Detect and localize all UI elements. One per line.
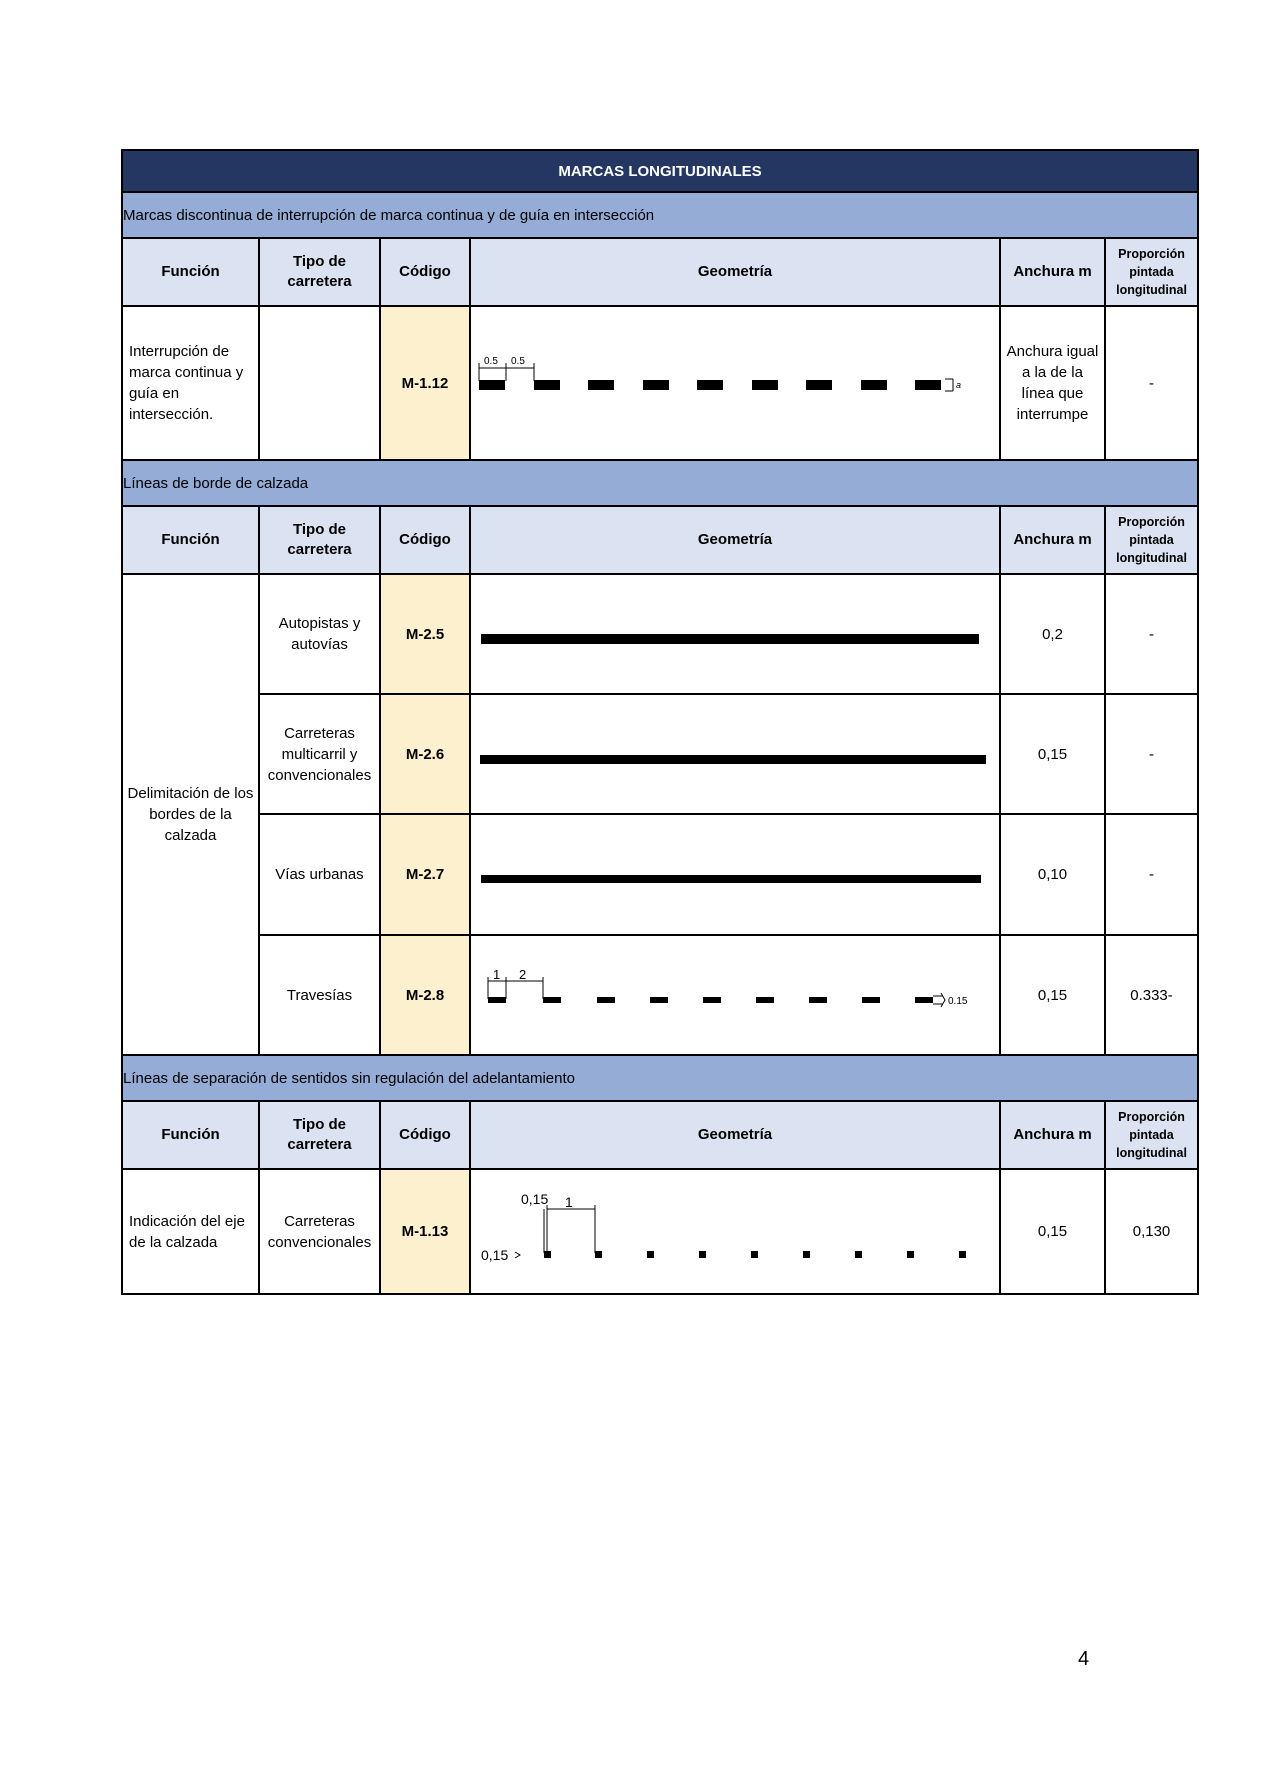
geometry-m-2-5 — [470, 574, 1000, 694]
dot-mark — [595, 1251, 602, 1258]
dash-mark — [703, 997, 721, 1003]
table-row — [122, 814, 1198, 935]
page-number: 4 — [1078, 1648, 1090, 1670]
header-anchura: Anchura m — [1000, 506, 1105, 574]
header-funcion: Función — [122, 506, 259, 574]
header-funcion: Función — [122, 1101, 259, 1169]
dash-mark — [488, 997, 506, 1003]
dash-mark — [861, 380, 887, 390]
dim-label: 0.5 — [484, 356, 498, 367]
dot-mark — [803, 1251, 810, 1258]
header-codigo: Código — [380, 238, 470, 306]
solid-line — [480, 755, 986, 764]
header-geometria: Geometría — [470, 1101, 1000, 1169]
dot-mark — [959, 1251, 966, 1258]
width-label: a — [956, 380, 962, 390]
cell-anchura: 0,2 — [1000, 574, 1105, 694]
dim-label: 0,15 — [521, 1191, 549, 1207]
cell-codigo: M-2.8 — [380, 935, 470, 1055]
cell-anchura: 0,10 — [1000, 814, 1105, 935]
cell-anchura: Anchura igual a la de la línea que interrumpe — [1000, 306, 1105, 460]
header-tipo: Tipo de carretera — [259, 1101, 380, 1169]
section-title: Líneas de borde de calzada — [122, 460, 1198, 506]
table-row — [122, 574, 1198, 694]
header-proporcion: Proporción pintada longitudinal — [1105, 506, 1198, 574]
cell-funcion: Delimitación de los bordes de la calzada — [122, 574, 259, 1055]
header-geometria: Geometría — [470, 238, 1000, 306]
table-row — [122, 1169, 1198, 1294]
dash-mark — [697, 380, 723, 390]
signage-table — [121, 149, 1199, 1295]
table-row — [122, 694, 1198, 814]
dot-mark — [751, 1251, 758, 1258]
cell-funcion: Indicación del eje de la calzada — [122, 1169, 259, 1294]
cell-codigo: M-2.7 — [380, 814, 470, 935]
cell-tipo: Autopistas y autovías — [259, 574, 380, 694]
dot-mark — [699, 1251, 706, 1258]
table-title: MARCAS LONGITUDINALES — [122, 150, 1198, 192]
cell-tipo — [259, 306, 380, 460]
header-row — [122, 238, 1198, 306]
dash-mark — [806, 380, 832, 390]
header-proporcion: Proporción pintada longitudinal — [1105, 1101, 1198, 1169]
cell-proporcion: - — [1105, 574, 1198, 694]
header-proporcion: Proporción pintada longitudinal — [1105, 238, 1198, 306]
cell-proporcion: - — [1105, 306, 1198, 460]
width-label: 0,15 — [481, 1247, 509, 1263]
header-tipo: Tipo de carretera — [259, 238, 380, 306]
cell-anchura: 0,15 — [1000, 1169, 1105, 1294]
dash-mark — [756, 997, 774, 1003]
geometry-m-2-6 — [470, 694, 1000, 814]
cell-codigo: M-1.12 — [380, 306, 470, 460]
dash-mark — [915, 380, 941, 390]
header-funcion: Función — [122, 238, 259, 306]
geometry-m-1-12 — [470, 306, 1000, 460]
cell-codigo: M-2.5 — [380, 574, 470, 694]
header-tipo: Tipo de carretera — [259, 506, 380, 574]
dash-mark — [588, 380, 614, 390]
dim-label: 0.5 — [511, 356, 525, 367]
dash-mark — [534, 380, 560, 390]
header-geometria: Geometría — [470, 506, 1000, 574]
solid-line — [481, 634, 979, 644]
table-row — [122, 935, 1198, 1055]
dash-mark — [809, 997, 827, 1003]
width-label: 0.15 — [948, 996, 968, 1007]
dim-label: 2 — [519, 967, 527, 982]
cell-codigo: M-2.6 — [380, 694, 470, 814]
cell-funcion: Interrupción de marca continua y guía en intersección. — [122, 306, 259, 460]
cell-codigo: M-1.13 — [380, 1169, 470, 1294]
section-title: Líneas de separación de sentidos sin regulación del adelantamiento — [122, 1055, 1198, 1101]
header-anchura: Anchura m — [1000, 1101, 1105, 1169]
cell-tipo: Vías urbanas — [259, 814, 380, 935]
dash-mark — [643, 380, 669, 390]
cell-proporcion: 0,130 — [1105, 1169, 1198, 1294]
cell-tipo: Carreteras convencionales — [259, 1169, 380, 1294]
dash-mark — [752, 380, 778, 390]
dash-mark — [650, 997, 668, 1003]
cell-anchura: 0,15 — [1000, 694, 1105, 814]
cell-proporcion: - — [1105, 814, 1198, 935]
cell-proporcion: - — [1105, 694, 1198, 814]
cell-tipo: Travesías — [259, 935, 380, 1055]
dash-mark — [915, 997, 933, 1003]
cell-tipo: Carreteras multicarril y convencionales — [259, 694, 380, 814]
cell-proporcion: 0.333- — [1105, 935, 1198, 1055]
header-codigo: Código — [380, 1101, 470, 1169]
dot-mark — [544, 1251, 551, 1258]
dot-mark — [647, 1251, 654, 1258]
geometry-m-2-8 — [470, 935, 1000, 1055]
dim-label: 1 — [565, 1194, 573, 1210]
dot-mark — [907, 1251, 914, 1258]
section-title: Marcas discontinua de interrupción de marca continua y de guía en intersección — [122, 192, 1198, 238]
header-row — [122, 506, 1198, 574]
header-row — [122, 1101, 1198, 1169]
table-row — [122, 306, 1198, 460]
dash-mark — [543, 997, 561, 1003]
dash-mark — [597, 997, 615, 1003]
dash-mark — [479, 380, 505, 390]
dash-mark — [862, 997, 880, 1003]
dim-label: 1 — [493, 967, 501, 982]
geometry-m-1-13 — [470, 1169, 1000, 1294]
header-codigo: Código — [380, 506, 470, 574]
solid-line — [481, 875, 981, 883]
geometry-m-2-7 — [470, 814, 1000, 935]
dot-mark — [855, 1251, 862, 1258]
header-anchura: Anchura m — [1000, 238, 1105, 306]
cell-anchura: 0,15 — [1000, 935, 1105, 1055]
